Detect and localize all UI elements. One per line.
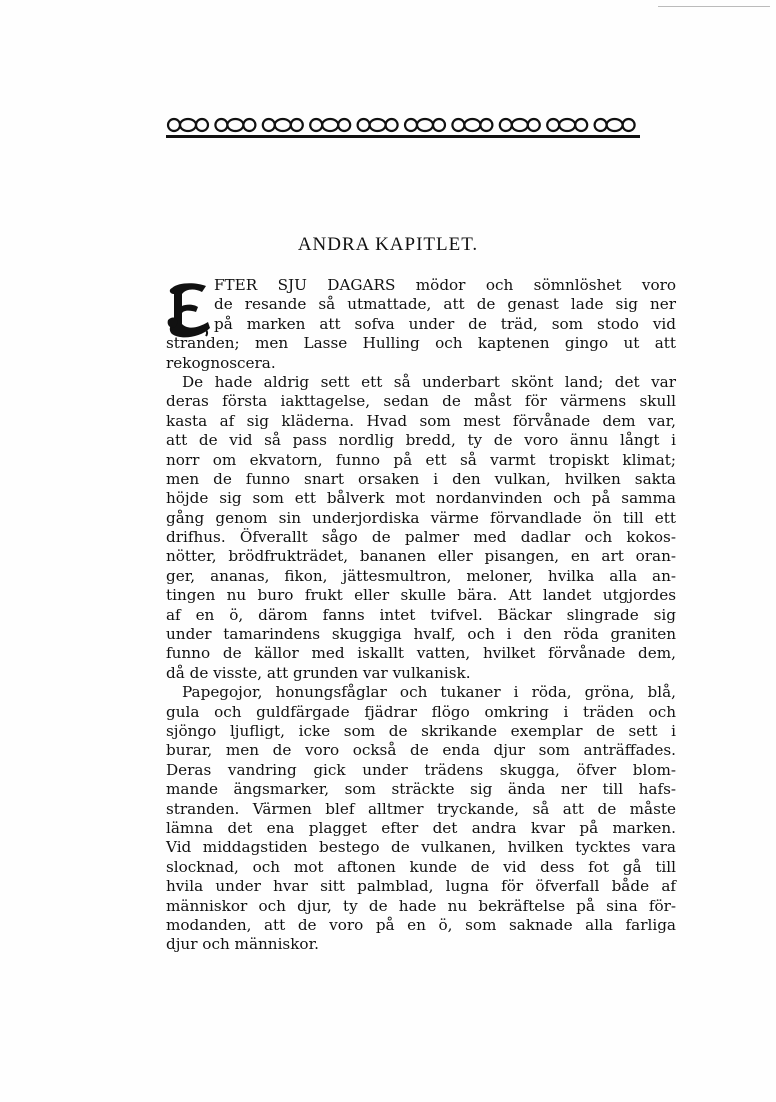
text-line: stranden. Värmen blef alltmer tryckande, så att de måste bbox=[166, 799, 676, 818]
text-line: burar, men de voro också de enda djur som anträffades. bbox=[166, 741, 676, 760]
text-line: kasta af sig kläderna. Hvad som mest förvånade dem var, bbox=[166, 411, 676, 430]
text-line: då de visste, att grunden var vulkanisk. bbox=[166, 663, 471, 682]
chain-link bbox=[500, 119, 512, 131]
chain-link bbox=[405, 119, 417, 131]
text-line: rekognoscera. bbox=[166, 353, 276, 372]
chain-link bbox=[338, 119, 350, 131]
chain-link bbox=[417, 119, 433, 131]
chain-link bbox=[196, 119, 208, 131]
chain-link bbox=[623, 119, 635, 131]
chain-link bbox=[595, 119, 607, 131]
text-line: Vid middagstiden bestego de vulkanen, hvilken tycktes vara bbox=[166, 838, 676, 857]
chain-link bbox=[310, 119, 322, 131]
chain-ornament-header bbox=[166, 111, 640, 141]
chain-link bbox=[607, 119, 623, 131]
text-line: att de vid så pass nordlig bredd, ty de voro ännu långt i bbox=[166, 431, 676, 450]
text-line: deras första iakttagelse, sedan de måst för värmens skull bbox=[166, 392, 676, 411]
text-line: De hade aldrig sett ett så underbart skönt land; det var bbox=[182, 372, 676, 391]
text-line: ger, ananas, fikon, jättesmultron, meloner, hvilka alla an- bbox=[166, 566, 676, 585]
chain-link bbox=[243, 119, 255, 131]
text-line: hvila under hvar sitt palmblad, lugna för öfverfall både af bbox=[166, 877, 676, 896]
text-line: Papegojor, honungsfåglar och tukaner i röda, gröna, blå, bbox=[182, 683, 676, 702]
chain-link bbox=[528, 119, 540, 131]
text-line: stranden; men Lasse Hulling och kaptenen gingo ut att bbox=[166, 334, 676, 353]
paragraph-2 bbox=[166, 373, 676, 683]
text-line: människor och djur, ty de hade nu bekräftelse på sina för- bbox=[166, 896, 676, 915]
text-line: modanden, att de voro på en ö, som saknade alla farliga bbox=[166, 915, 676, 934]
text-line: gång genom sin underjordiska värme förvandlade ön till ett bbox=[166, 508, 676, 527]
chain-link bbox=[291, 119, 303, 131]
text-line: de resande så utmattade, att de genast lade sig ner bbox=[214, 295, 676, 314]
text-line: lämna det ena plagget efter det andra kvar på marken. bbox=[166, 818, 676, 837]
chain-link bbox=[464, 119, 480, 131]
chain-link bbox=[227, 119, 243, 131]
text-line: på marken att sofva under de träd, som stodo vid bbox=[214, 314, 676, 333]
text-line: tingen nu buro frukt eller skulle bära. Att landet utgjordes bbox=[166, 586, 676, 605]
chain-link bbox=[370, 119, 386, 131]
chain-link bbox=[358, 119, 370, 131]
text-line: men de funno snart orsaken i den vulkan, hvilken sakta bbox=[166, 469, 676, 488]
chain-link bbox=[575, 119, 587, 131]
text-line: funno de källor med iskallt vatten, hvilket förvånade dem, bbox=[166, 644, 676, 663]
paragraph-1 bbox=[166, 276, 676, 373]
text-line: slocknad, och mot aftonen kunde de vid dess fot gå till bbox=[166, 857, 676, 876]
chain-link bbox=[180, 119, 196, 131]
text-line: mande ängsmarker, som sträckte sig ända ner till hafs- bbox=[166, 780, 676, 799]
chain-link bbox=[322, 119, 338, 131]
text-line: under tamarindens skuggiga hvalf, och i den röda graniten bbox=[166, 625, 676, 644]
chain-link bbox=[452, 119, 464, 131]
chain-link bbox=[215, 119, 227, 131]
text-line: nötter, brödfrukträdet, bananen eller pisangen, en art oran- bbox=[166, 547, 676, 566]
chapter-body bbox=[166, 276, 676, 955]
chain-link bbox=[168, 119, 180, 131]
chain-link bbox=[559, 119, 575, 131]
text-line: FTER SJU DAGARS mödor och sömnlöshet voro bbox=[214, 276, 676, 294]
text-line: gula och guldfärgade fjädrar flögo omkring i träden och bbox=[166, 702, 676, 721]
chain-link bbox=[275, 119, 291, 131]
chain-link bbox=[433, 119, 445, 131]
chain-link bbox=[547, 119, 559, 131]
text-line: af en ö, därom fanns intet tvifvel. Bäckar slingrade sig bbox=[166, 605, 676, 624]
text-line: drifhus. Öfverallt sågo de palmer med dadlar och kokos- bbox=[166, 528, 676, 547]
chain-link bbox=[386, 119, 398, 131]
text-line: norr om ekvatorn, funno på ett så varmt tropiskt klimat; bbox=[166, 450, 676, 469]
text-line: höjde sig som ett bålverk mot nordanvinden och på samma bbox=[166, 489, 676, 508]
text-line: djur och människor. bbox=[166, 935, 319, 954]
text-line: Deras vandring gick under trädens skugga, öfver blom- bbox=[166, 760, 676, 779]
scan-edge-mark bbox=[658, 6, 770, 7]
chain-link bbox=[263, 119, 275, 131]
paragraph-3 bbox=[166, 683, 676, 954]
chain-link bbox=[512, 119, 528, 131]
chain-link bbox=[480, 119, 492, 131]
text-line: sjöngo ljufligt, icke som de skrikande exemplar de sett i bbox=[166, 721, 676, 740]
chapter-title: ANDRA KAPITLET. bbox=[297, 234, 479, 255]
